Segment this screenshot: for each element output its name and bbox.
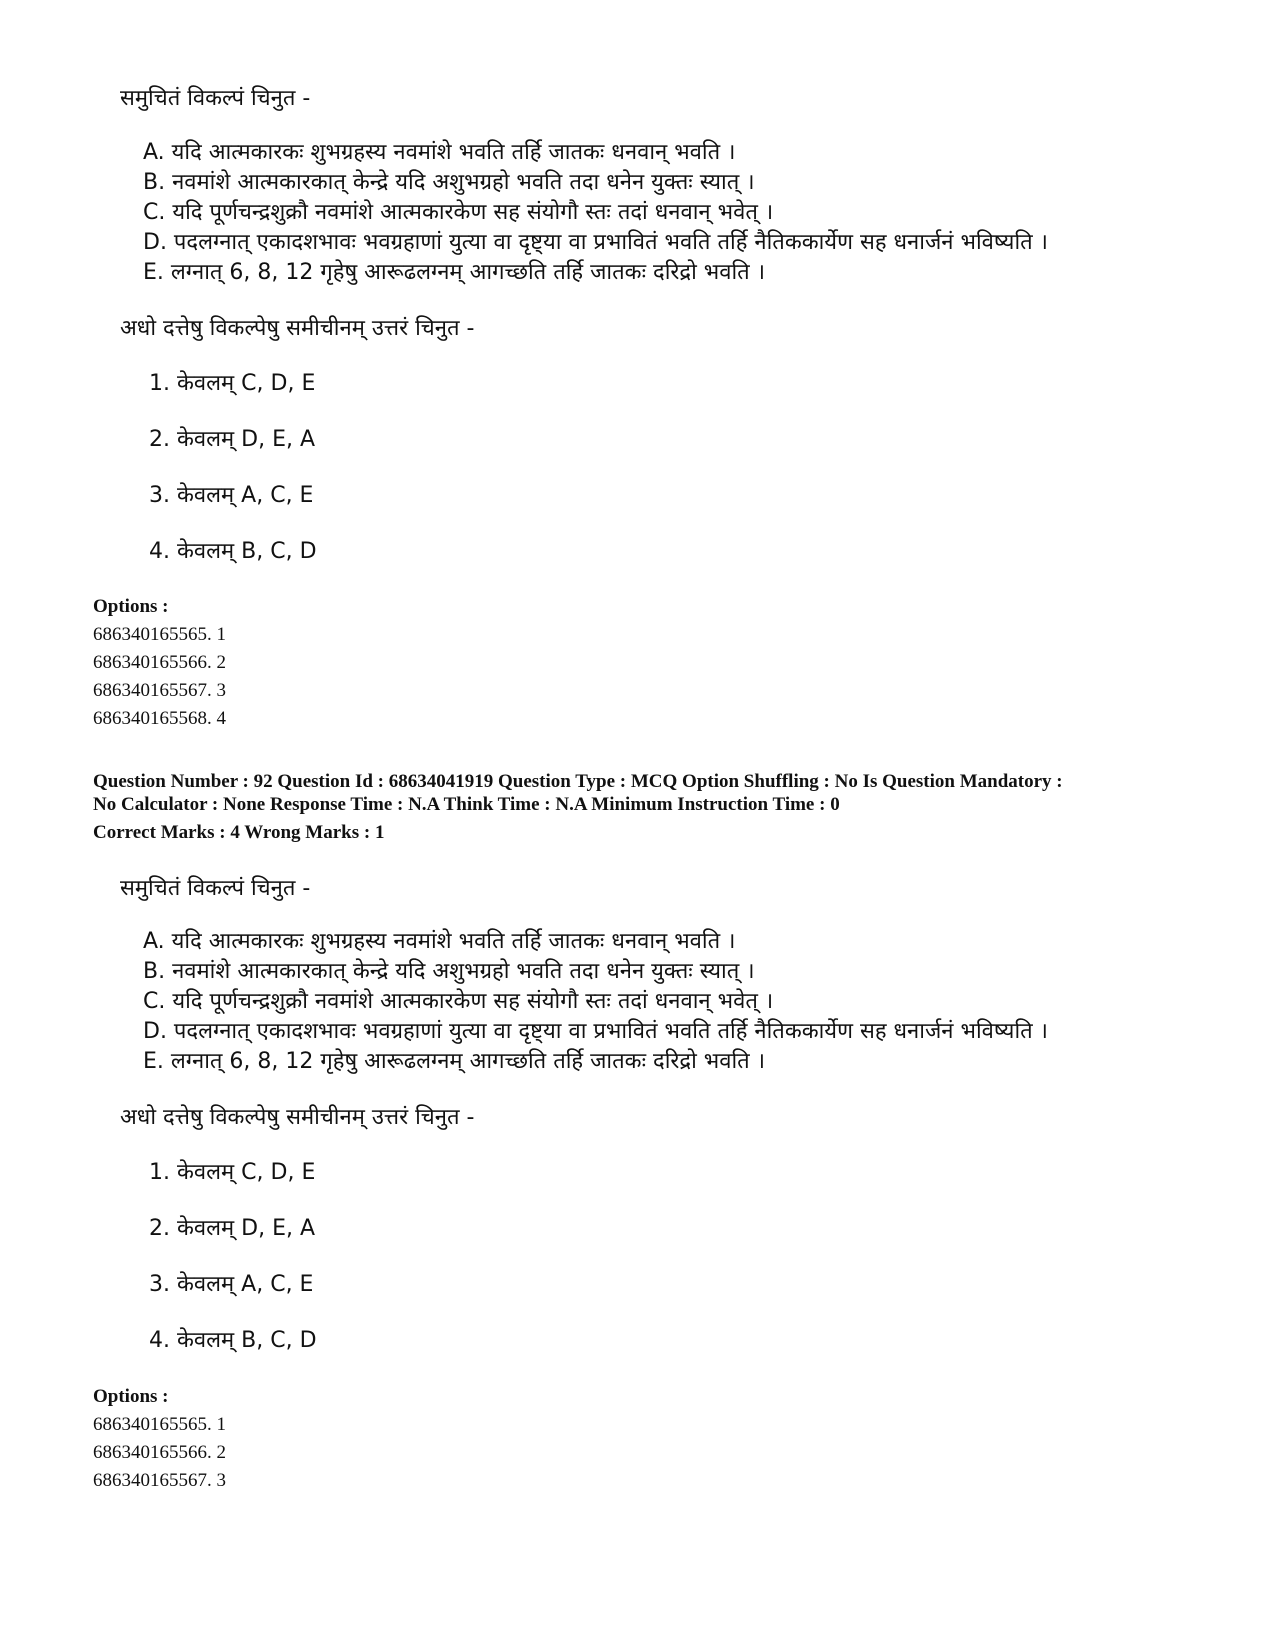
- options-label: Options :: [93, 1386, 169, 1407]
- question-meta-line-2: No Calculator : None Response Time : N.A Think Time : N.A Minimum Instruction Time : 0: [93, 794, 840, 815]
- statement-a: A. यदि आत्मकारकः शुभग्रहस्य नवमांशे भवति तर्हि जातकः धनवान् भवति ।: [143, 929, 736, 954]
- marks-line: Correct Marks : 4 Wrong Marks : 1: [93, 822, 385, 843]
- question-prompt: समुचितं विकल्पं चिनुत -: [120, 86, 311, 111]
- choice-2: 2. केवलम् D, E, A: [149, 427, 316, 452]
- statement-d: D. पदलग्नात् एकादशभावः भवग्रहाणां युत्या वा दृष्ट्या वा प्रभावितं भवति तर्हि नैतिककार्येण सह धनार्जनं भविष्यति ।: [143, 230, 1049, 255]
- statement-c: C. यदि पूर्णचन्द्रशुक्रौ नवमांशे आत्मकारकेण सह संयोगौ स्तः तदां धनवान् भवेत् ।: [143, 989, 774, 1014]
- choice-1: 1. केवलम् C, D, E: [149, 1160, 316, 1185]
- sub-prompt: अधो दत्तेषु विकल्पेषु समीचीनम् उत्तरं चिनुत -: [120, 1105, 475, 1130]
- choice-2: 2. केवलम् D, E, A: [149, 1216, 316, 1241]
- option-row: 686340165566. 2: [93, 652, 226, 673]
- option-row: 686340165565. 1: [93, 624, 226, 645]
- choice-4: 4. केवलम् B, C, D: [149, 539, 317, 564]
- statement-e: E. लग्नात् 6, 8, 12 गृहेषु आरूढलग्नम् आगच्छति तर्हि जातकः दरिद्रो भवति ।: [143, 1049, 766, 1074]
- statement-b: B. नवमांशे आत्मकारकात् केन्द्रे यदि अशुभग्रहो भवति तदा धनेन युक्तः स्यात् ।: [143, 170, 755, 195]
- option-row: 686340165567. 3: [93, 1470, 226, 1491]
- statement-a: A. यदि आत्मकारकः शुभग्रहस्य नवमांशे भवति तर्हि जातकः धनवान् भवति ।: [143, 140, 736, 165]
- option-row: 686340165568. 4: [93, 708, 226, 729]
- option-row: 686340165565. 1: [93, 1414, 226, 1435]
- choice-3: 3. केवलम् A, C, E: [149, 1272, 314, 1297]
- question-prompt: समुचितं विकल्पं चिनुत -: [120, 876, 311, 901]
- choice-1: 1. केवलम् C, D, E: [149, 371, 316, 396]
- options-label: Options :: [93, 596, 169, 617]
- option-row: 686340165567. 3: [93, 680, 226, 701]
- sub-prompt: अधो दत्तेषु विकल्पेषु समीचीनम् उत्तरं चिनुत -: [120, 316, 475, 341]
- question-meta-line-1: Question Number : 92 Question Id : 68634041919 Question Type : MCQ Option Shuffling : No Is Question Mandatory :: [93, 771, 1063, 792]
- statement-d: D. पदलग्नात् एकादशभावः भवग्रहाणां युत्या वा दृष्ट्या वा प्रभावितं भवति तर्हि नैतिककार्येण सह धनार्जनं भविष्यति ।: [143, 1019, 1049, 1044]
- statement-c: C. यदि पूर्णचन्द्रशुक्रौ नवमांशे आत्मकारकेण सह संयोगौ स्तः तदां धनवान् भवेत् ।: [143, 200, 774, 225]
- statement-b: B. नवमांशे आत्मकारकात् केन्द्रे यदि अशुभग्रहो भवति तदा धनेन युक्तः स्यात् ।: [143, 959, 755, 984]
- option-row: 686340165566. 2: [93, 1442, 226, 1463]
- statement-e: E. लग्नात् 6, 8, 12 गृहेषु आरूढलग्नम् आगच्छति तर्हि जातकः दरिद्रो भवति ।: [143, 260, 766, 285]
- choice-3: 3. केवलम् A, C, E: [149, 483, 314, 508]
- choice-4: 4. केवलम् B, C, D: [149, 1328, 317, 1353]
